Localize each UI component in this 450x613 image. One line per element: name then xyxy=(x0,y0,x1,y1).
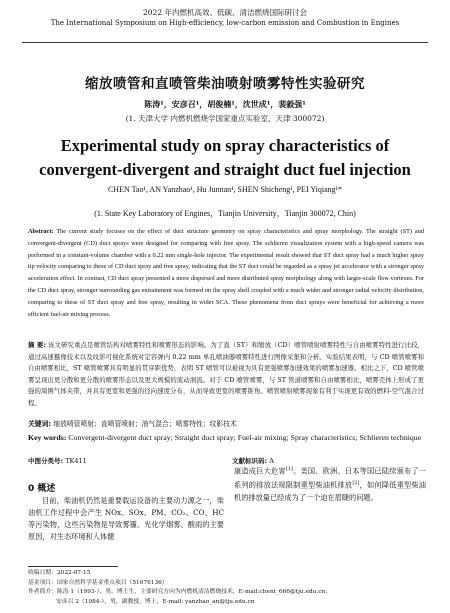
abstract-en-label: Abstract: xyxy=(28,228,54,235)
keywords-cn-label: 关键词: xyxy=(28,420,52,428)
keywords-cn-text: 缩放喷管喷射；直喷管喷射；油气混合；喷雾特性；纹影技术 xyxy=(53,420,237,428)
body-text-right-b: 。美国、欧洲、日本等国已陆续颁布了一系列的排放法规限制重型柴油机排放 xyxy=(234,466,426,490)
authors-en: CHEN Tao¹, AN Yanzhao¹, Hu Junnan¹, SHEN Shicheng¹, PEI Yiqiang¹* xyxy=(107,185,343,194)
header-line-cn: 2022 年内燃机高效、低碳、清洁燃烧国际研讨会 xyxy=(143,8,307,17)
footnote-author2: 安彦召 2（1984-），男，副教授，博士，E-mail: yanzhao_an@tju.edu.cn xyxy=(56,598,255,605)
body-text-right-a: 康造成巨大危害 xyxy=(234,466,286,476)
header-rule xyxy=(22,42,428,43)
keywords-en xyxy=(28,432,424,443)
abstract-en xyxy=(28,226,424,320)
body-text-left: 目前，柴油机仍然是重要载运设备的主要动力源之一，柴油机工作过程中会产生 NOx、SOx、PM、CO₂、CO、HC 等污染物，这些污染物是导致雾霾、光化学烟雾、酸雨的主要原因，对生态环境和人体健 xyxy=(28,496,224,541)
header-line-en: The International Symposium on High-efficiency, low-carbon emission and Combustion in Engines xyxy=(50,19,400,27)
footnotes xyxy=(28,569,428,607)
citation-1: [1] xyxy=(285,466,293,472)
abstract-cn-label: 摘 要: xyxy=(28,341,46,349)
title-cn: 缩放喷管和直喷管柴油喷射喷雾特性实验研究 xyxy=(85,76,365,92)
footnote-rule xyxy=(28,566,118,567)
clc-value: TK411 xyxy=(65,457,87,465)
abstract-en-text: The current study focuses on the effect of duct structure geometry on spray characteristics and spray morphology. The straight (ST) and convergent-divergent (CD) duct sprays were designed for comparing with free spray. The schlieren visualization system with a high-speed camera was performed in a constant-volume chamber with a 0.22 mm single-hole injector. The experimental result showed that ST duct spray had a much higher spray tip velocity comparing to these of CD duct spray and free spray, indicating that the ST duct could be regarded as a spray jet accelerator with a stronger spray acceleration effect. In contrast, CD duct spray presented a more dispersed and more distributed spray morphology along with larger-scale flow vortexes. For the CD duct spray, stronger surrounding gas entrainment was formed on the spray shell coupled with a much wider and stronger radial velocity distribution, comparing to these of ST duct spray and free spray, resulting in wider SCA. These phenomena from duct sprays were beneficial for achieving a more efficient fuel-air mixing process. xyxy=(28,228,424,318)
title-en-line1: Experimental study on spray characteristics of xyxy=(60,136,390,155)
section-heading: 0 概述 xyxy=(28,484,56,494)
abstract-cn xyxy=(28,340,424,410)
footnote-received: 收稿日期：2022-07-15 xyxy=(28,570,91,576)
clc-label: 中图分类号: xyxy=(28,457,64,465)
keywords-en-text: Convergent-divergent duct spray; Straight duct spray; Fuel-air mixing; Spray characteristics; Schlieren technique xyxy=(68,433,422,442)
body-text-right-c: ，如何降低重型柴油机的排放量已经成为了一个迫在眉睫的问题。 xyxy=(234,480,426,502)
footnote-fund: 基金项目：国家自然科学基金重点项目（51676136） xyxy=(28,579,168,586)
affiliation-en: (1. State Key Laboratory of Engines，Tianjin University，Tianjin 300072, Chin) xyxy=(94,209,356,218)
keywords-cn xyxy=(28,419,424,430)
title-en-line2: convergent-divergent and straight duct fuel injection xyxy=(39,160,411,179)
doc-code-label: 文献标识码: xyxy=(232,457,268,465)
citation-2: [2] xyxy=(352,480,360,487)
running-header xyxy=(0,8,450,28)
footnote-author1: 作者简介：陈涛 1（1993-），男，博士生，主要研究方向为内燃机清洁燃烧技术，E-mail:chent_666@tju.edu.cn； xyxy=(28,589,331,595)
affiliation-cn: (1. 天津大学 内燃机燃烧学国家重点实验室，天津 300072) xyxy=(125,114,325,123)
doc-code-value: A xyxy=(269,457,274,465)
keywords-en-label: Key words: xyxy=(28,433,67,442)
body-text-right xyxy=(234,463,426,504)
clc-number xyxy=(28,456,87,465)
authors-cn: 陈涛¹，安彦召¹，胡俊楠¹，沈世成¹，裴毅强¹ xyxy=(144,99,306,109)
abstract-cn-text: 该文研究重点是喷管结构对喷雾特性和喷雾形态的影响。为了直（ST）和缩放（CD）喷管喷射喷雾特性与自由喷雾特性进行比较，通过高速摄像技术以及纹影可视化系统对定容弹内 0.22 mm 单孔喷油器喷雾特性进行图像采集和分析。实验结果表明，与 CD 喷管喷雾和自由喷雾相比，ST 喷管喷雾具有明显的贯穿距优势，表明 ST 喷管可以被视为具有更强喷雾加速效果的喷雾加速器。相比之下，CD 喷管喷雾呈现出更分散和更分散的喷雾形态以及更大规模的流动涡流。对于 CD 喷管喷雾，与 ST 管道喷雾和自由喷雾相比，喷雾壳体上形成了更强的周围气体夹带，并具有更宽和更强的径向速度分布，从而导致更宽的喷雾锥角。喷管喷射喷雾现象有利于实现更有效的燃料-空气混合过程。 xyxy=(28,341,424,407)
